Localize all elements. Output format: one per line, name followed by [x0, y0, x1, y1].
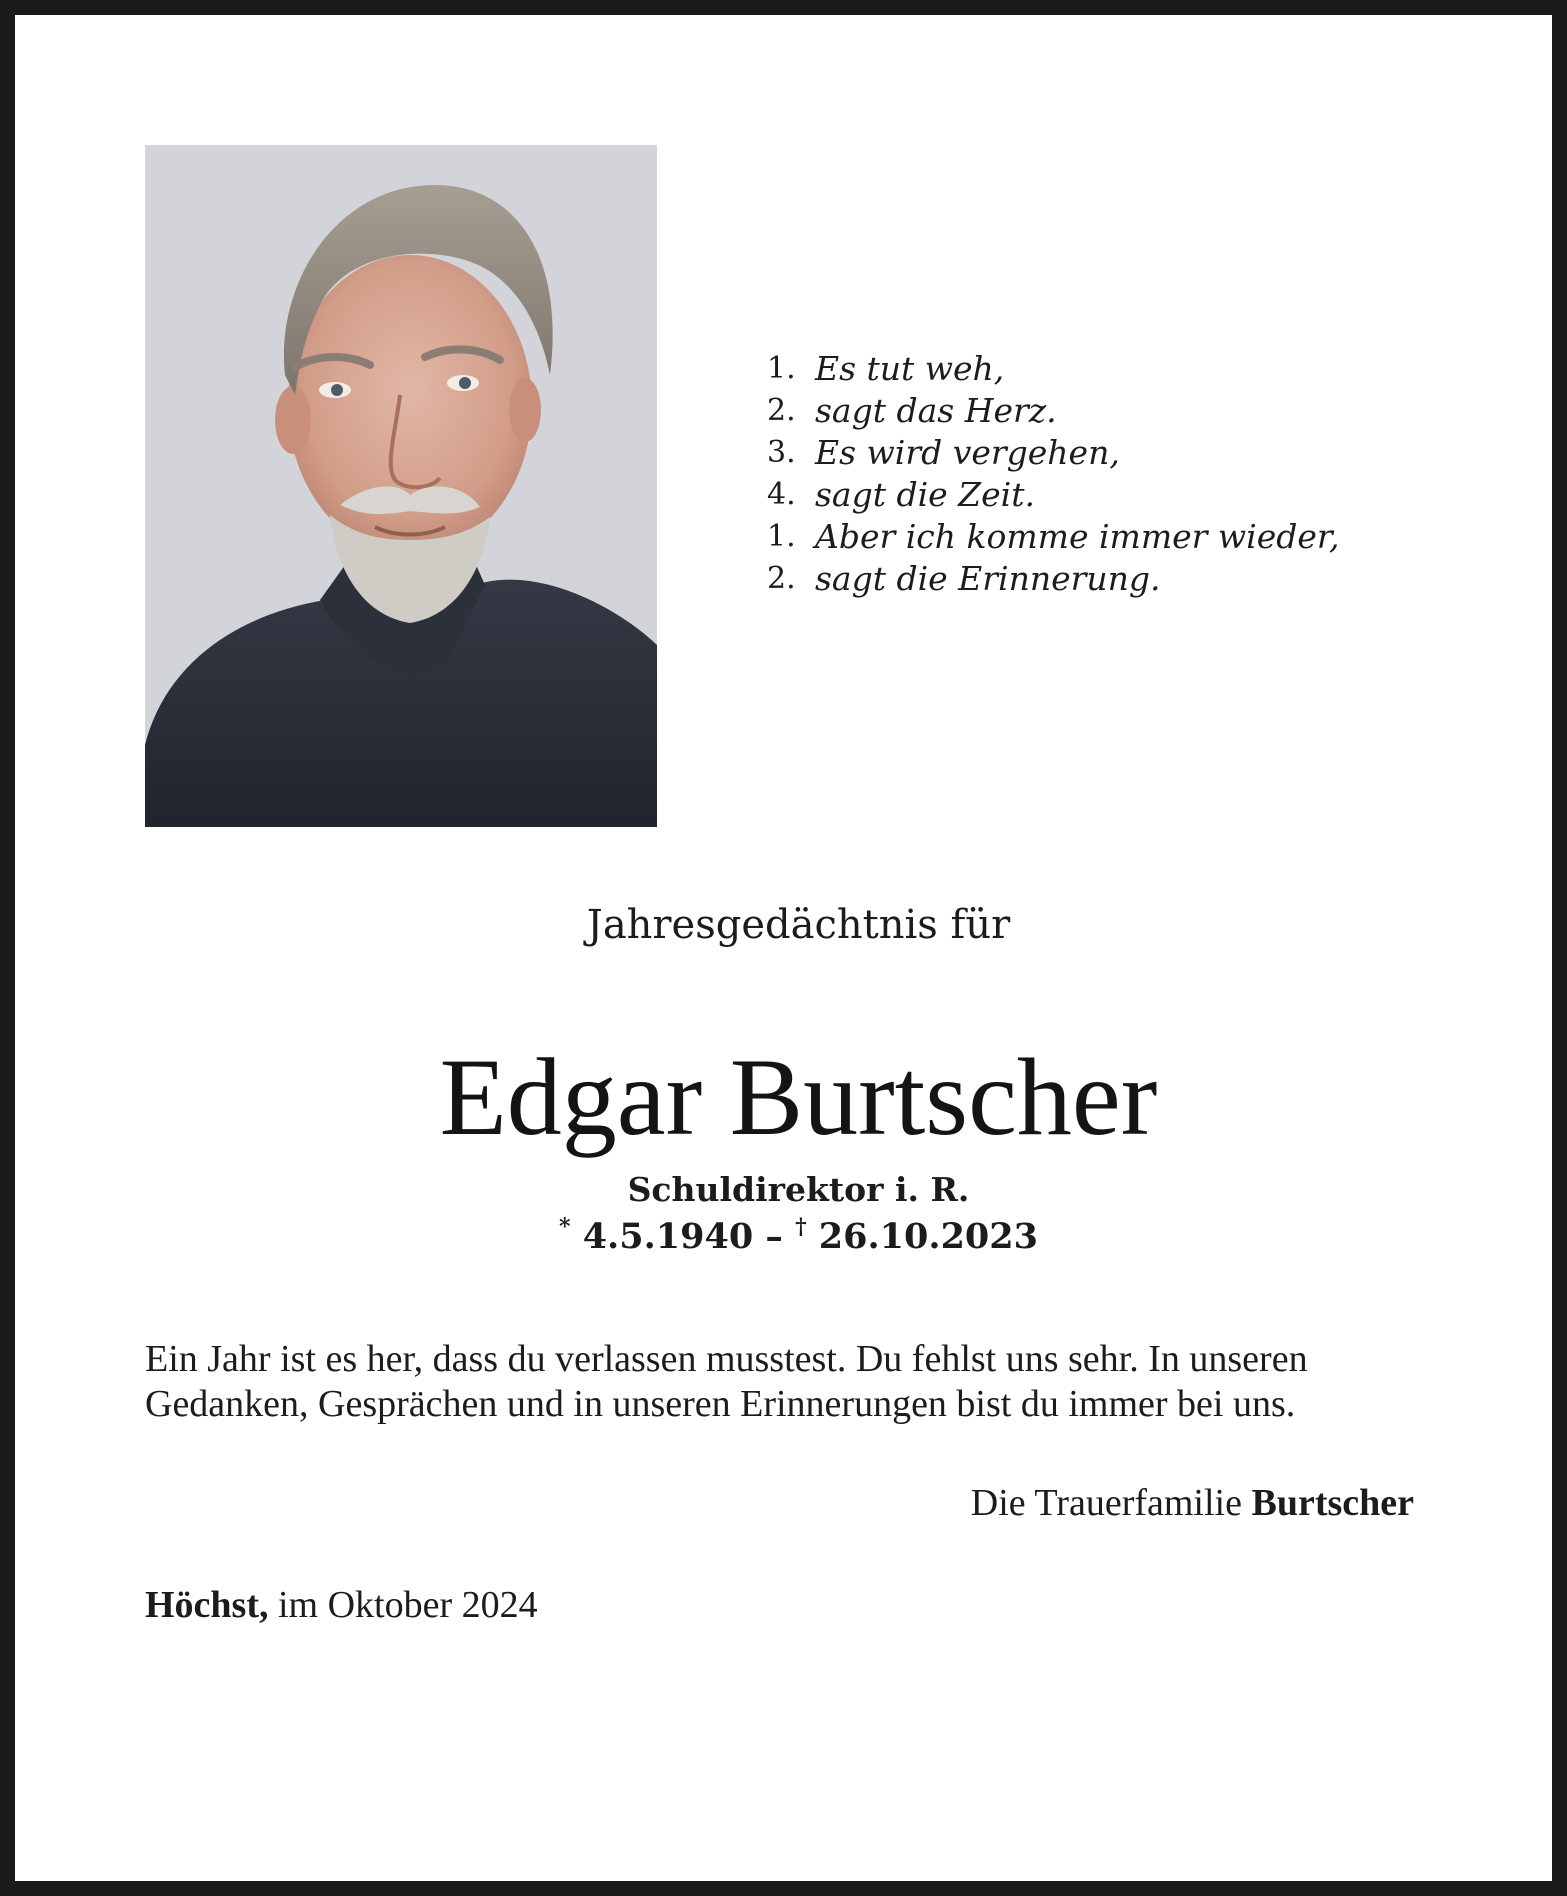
place-month: im Oktober 2024 — [278, 1584, 538, 1626]
family-surname: Burtscher — [1251, 1482, 1414, 1524]
poem — [767, 348, 1340, 600]
place-town: Höchst, — [145, 1584, 269, 1626]
portrait-photo — [145, 145, 657, 827]
deceased-name: Edgar Burtscher — [439, 1036, 1158, 1158]
memorial-intro: Jahresgedächtnis für — [586, 902, 1011, 948]
poem-line: 3. Es wird vergehen, — [767, 433, 1120, 472]
date-separator: – — [765, 1216, 783, 1257]
poem-line: 1. Es tut weh, — [767, 349, 1005, 388]
life-dates — [15, 1215, 1567, 1259]
family-signature — [971, 1479, 1414, 1527]
birth-date: 4.5.1940 — [582, 1216, 754, 1257]
death-symbol: † — [795, 1214, 807, 1240]
poem-line: 1. Aber ich komme immer wieder, — [767, 517, 1340, 556]
death-date: 26.10.2023 — [818, 1216, 1038, 1257]
poem-line: 4. sagt die Zeit. — [767, 475, 1035, 514]
deceased-title: Schuldirektor i. R. — [627, 1170, 970, 1209]
poem-line: 2. sagt das Herz. — [767, 391, 1057, 430]
place-date — [145, 1581, 538, 1629]
birth-symbol: * — [559, 1214, 571, 1240]
family-prefix: Die Trauerfamilie — [970, 1482, 1242, 1524]
memorial-message: Ein Jahr ist es her, dass du verlassen musstest. Du fehlst uns sehr. In unseren Gedanken, Gesprächen und in unseren Erinnerungen bist du immer bei uns. — [145, 1338, 1308, 1425]
poem-line: 2. sagt die Erinnerung. — [767, 559, 1161, 598]
